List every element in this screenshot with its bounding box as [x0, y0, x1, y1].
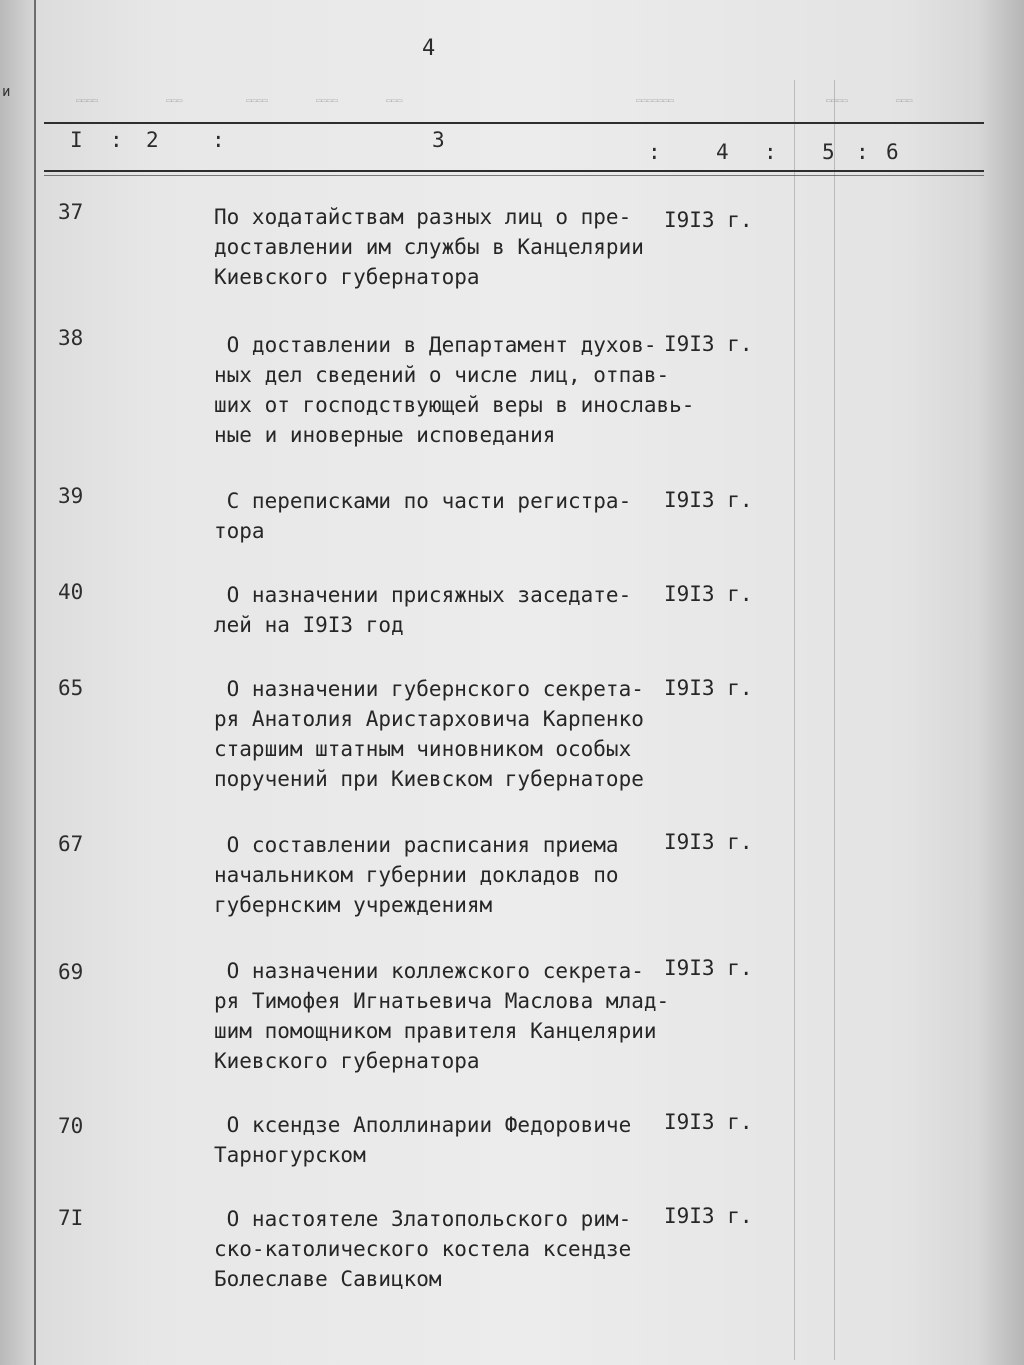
entry-number: 70: [58, 1114, 84, 1138]
entry-date: I9I3 г.: [664, 1204, 753, 1228]
entry-title-line: тора: [214, 519, 265, 543]
adjacent-page-edge: [0, 0, 36, 1365]
column-rule: [834, 80, 835, 1360]
entry-date: I9I3 г.: [664, 956, 753, 980]
entry-title-line: ных дел сведений о числе лиц, отпав-: [214, 363, 670, 387]
entry-title: [214, 956, 670, 1076]
entry-number: 38: [58, 326, 84, 350]
entry-title-line: Тарногурском: [214, 1143, 366, 1167]
header-bottom-rule: [44, 170, 984, 172]
entry-title: [214, 486, 664, 546]
entry-date: I9I3 г.: [664, 830, 753, 854]
entry-number: 37: [58, 200, 84, 224]
header-bottom-rule-double: [44, 175, 984, 176]
entry-date: I9I3 г.: [664, 488, 753, 512]
entry-title-line: ско-католического костела ксендзе: [214, 1237, 632, 1261]
column-number-5: 5: [822, 140, 837, 164]
entry-title: [214, 830, 664, 920]
entry-title-line: О доставлении в Департамент духов-: [214, 333, 657, 357]
entry-title: [214, 674, 664, 794]
entry-title-line: ные и иноверные исповедания: [214, 423, 556, 447]
entry-title-line: доставлении им службы в Канцелярии: [214, 235, 644, 259]
entry-number: 39: [58, 484, 84, 508]
bleed-through-header: ▭▭▭▭ ▭▭▭ ▭▭▭▭ ▭▭▭▭ ▭▭▭ ▭▭▭▭▭▭▭ ▭▭▭▭ ▭▭▭: [76, 96, 913, 106]
entry-title-line: поручений при Киевском губернаторе: [214, 767, 644, 791]
column-number-2: 2: [146, 128, 161, 152]
page-number: 4: [422, 36, 436, 61]
entry-title-line: О назначении коллежского секрета-: [214, 959, 644, 983]
entry-title-line: О настоятеле Златопольского рим-: [214, 1207, 632, 1231]
entry-number: 67: [58, 832, 84, 856]
entry-title: [214, 330, 695, 450]
column-separator: :: [648, 140, 663, 164]
entry-title-line: О составлении расписания приема: [214, 833, 619, 857]
entry-title-line: Болеславе Савицком: [214, 1267, 442, 1291]
entry-title-line: лей на I9I3 год: [214, 613, 404, 637]
entry-title-line: ря Анатолия Аристарховича Карпенко: [214, 707, 644, 731]
entry-title-line: старшим штатным чиновником особых: [214, 737, 632, 761]
entry-title-line: губернским учреждениям: [214, 893, 493, 917]
column-separator: :: [212, 128, 227, 152]
column-separator: :: [856, 140, 871, 164]
header-top-rule: [44, 122, 984, 124]
entry-date: I9I3 г.: [664, 676, 753, 700]
entry-number: 69: [58, 960, 84, 984]
column-number-1: I: [70, 128, 85, 152]
adjacent-page-fragment: и: [2, 84, 11, 100]
entry-number: 40: [58, 580, 84, 604]
entry-date: I9I3 г.: [664, 208, 753, 232]
column-number-3: 3: [432, 128, 447, 152]
entry-date: I9I3 г.: [664, 582, 753, 606]
entry-date: I9I3 г.: [664, 1110, 753, 1134]
entry-date: I9I3 г.: [664, 332, 753, 356]
entry-title-line: шим помощником правителя Канцелярии: [214, 1019, 657, 1043]
column-separator: :: [764, 140, 779, 164]
entry-title: [214, 1204, 664, 1294]
entry-title: [214, 1110, 664, 1170]
entry-title-line: ря Тимофея Игнатьевича Маслова млад-: [214, 989, 670, 1013]
column-number-4: 4: [716, 140, 731, 164]
entry-title-line: С переписками по части регистра-: [214, 489, 632, 513]
entry-number: 7I: [58, 1206, 84, 1230]
entry-title: [214, 202, 664, 292]
entry-title-line: Киевского губернатора: [214, 265, 480, 289]
entry-title-line: Киевского губернатора: [214, 1049, 480, 1073]
entry-number: 65: [58, 676, 84, 700]
document-page: [36, 0, 1024, 1365]
column-number-6: 6: [886, 140, 901, 164]
column-rule: [794, 80, 795, 1360]
entry-title-line: О назначении губернского секрета-: [214, 677, 644, 701]
page-shadow: [978, 0, 1024, 1365]
entry-title-line: О назначении присяжных заседате-: [214, 583, 632, 607]
entry-title-line: О ксендзе Аполлинарии Федоровиче: [214, 1113, 632, 1137]
entry-title: [214, 580, 664, 640]
entry-title-line: ших от господствующей веры в инославь-: [214, 393, 695, 417]
column-separator: :: [110, 128, 125, 152]
entry-title-line: начальником губернии докладов по: [214, 863, 619, 887]
entry-title-line: По ходатайствам разных лиц о пре-: [214, 205, 632, 229]
